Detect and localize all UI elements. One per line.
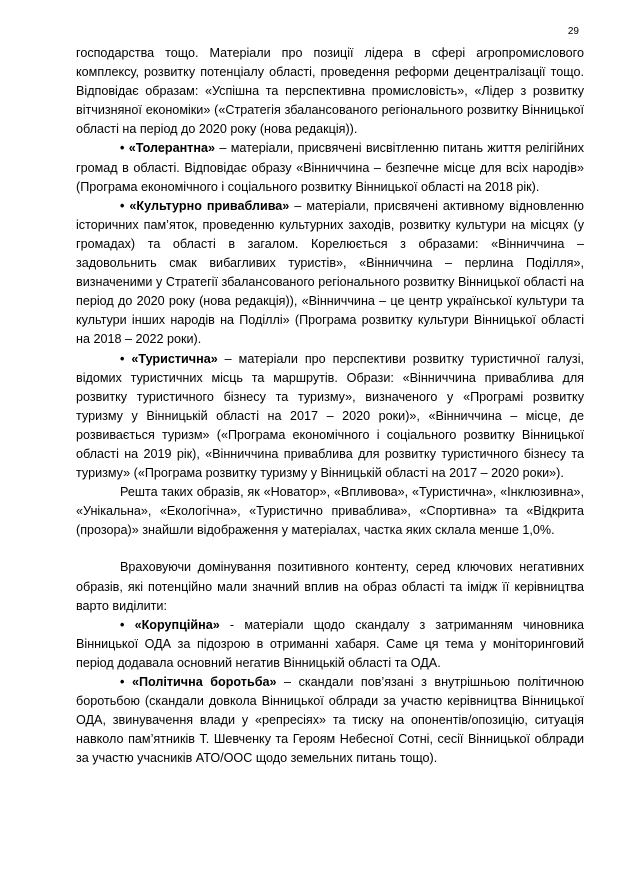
paragraph-text: – матеріали, присвячені висвітленню питань життя релігійних громад в області. Відповідає образу «Вінниччина – безпечне місце для всіх народів» (Програма економічного і соціального розвитку Вінницької області на 2018 рік). (76, 141, 584, 194)
bullet-heading: • «Культурно приваблива» (120, 198, 290, 213)
page-number: 29 (567, 26, 579, 37)
paragraph-text: Враховуючи домінування позитивного контенту, серед ключових негативних образів, які потенційно мали значний вплив на образ області та імідж її керівництва варто виділити: (76, 560, 584, 613)
paragraph-cultural (76, 197, 584, 350)
paragraph-tourist (76, 350, 584, 484)
paragraph-text: – матеріали, присвячені активному відновленню історичних пам’яток, проведенню культурних заходів, розвитку культури на місцях (у громадах) та області в загалом. Корелюється з образами: «Вінниччина – задовольнить смак вибагливих туристів», «Вінниччина – перлина Поділля», визначеними у Стратегії збалансованого регіонального розвитку Вінницької області на період до 2020 року (нова редакція)), «Вінниччина – це центр української культури та культури інших народів на Поділлі» (Програма розвитку культури Вінницької області на 2018 – 2022 роки). (76, 198, 584, 347)
document-body (76, 44, 584, 768)
paragraph-text: – скандали пов’язані з внутрішньою політичною боротьбою (скандали довкола Вінницької облради за участю керівництва Вінницької ОДА, звинувачення влади у «репресіях» та тиску на опонентів/опозицію, ситуація навколо пам’ятників Т. Шевченку та Героям Небесної Сотні, сесії Вінницької облради за участю учасників АТО/ООС щодо земельних питань тощо). (76, 675, 584, 766)
bullet-heading: • «Туристична» (120, 351, 218, 366)
paragraph-corruption (76, 616, 584, 673)
paragraph-negative-intro (76, 558, 584, 615)
paragraph-text: Решта таких образів, як «Новатор», «Впливова», «Туристична», «Інклюзивна», «Унікальна», «Екологічна», «Туристично приваблива», «Спортивна» та «Відкрита (прозора)» знайшли відображення у матеріалах, частка яких склала менше 1,0%. (76, 485, 584, 538)
paragraph-economy-intro (76, 44, 584, 139)
bullet-heading: • «Толерантна» (120, 141, 215, 156)
paragraph-text: – матеріали про перспективи розвитку туристичної галузі, відомих туристичних місць та маршрутів. Образи: «Вінниччина приваблива для розвитку туристичного бізнесу та туризму», визначеного у «Програмі розвитку туризму у Вінницькій області на 2017 – 2020 роки)», «Вінниччина – місце, де розвивається туризм» («Програма економічного і соціального розвитку Вінницької області на 2019 рік), «Вінниччина приваблива для розвитку туристичного бізнесу та туризму» («Програма розвитку туризму у Вінницькій області на 2017 – 2020 роки»). (76, 351, 584, 481)
paragraph-tolerant (76, 139, 584, 196)
bullet-heading: • «Корупційна» (120, 617, 220, 632)
paragraph-other-images (76, 483, 584, 540)
bullet-heading: • «Політична боротьба» (120, 675, 277, 689)
paragraph-text: господарства тощо. Матеріали про позиції лідера в сфері агропромислового комплексу, розвитку потенціалу області, проведення реформи децентралізації тощо. Відповідає образам: «Успішна та перспективна промисловість», «Лідер з розвитку вітчизняної економіки» («Стратегія збалансованого регіонального розвитку Вінницької області на період до 2020 року (нова редакція)). (76, 46, 584, 137)
paragraph-text: - матеріали щодо скандалу з затриманням чиновника Вінницької ОДА за підозрою в отриманні хабаря. Саме ця тема у моніторинговий період додавала основний негатив Вінницькій області та ОДА. (76, 617, 585, 670)
paragraph-political-struggle (76, 673, 584, 768)
